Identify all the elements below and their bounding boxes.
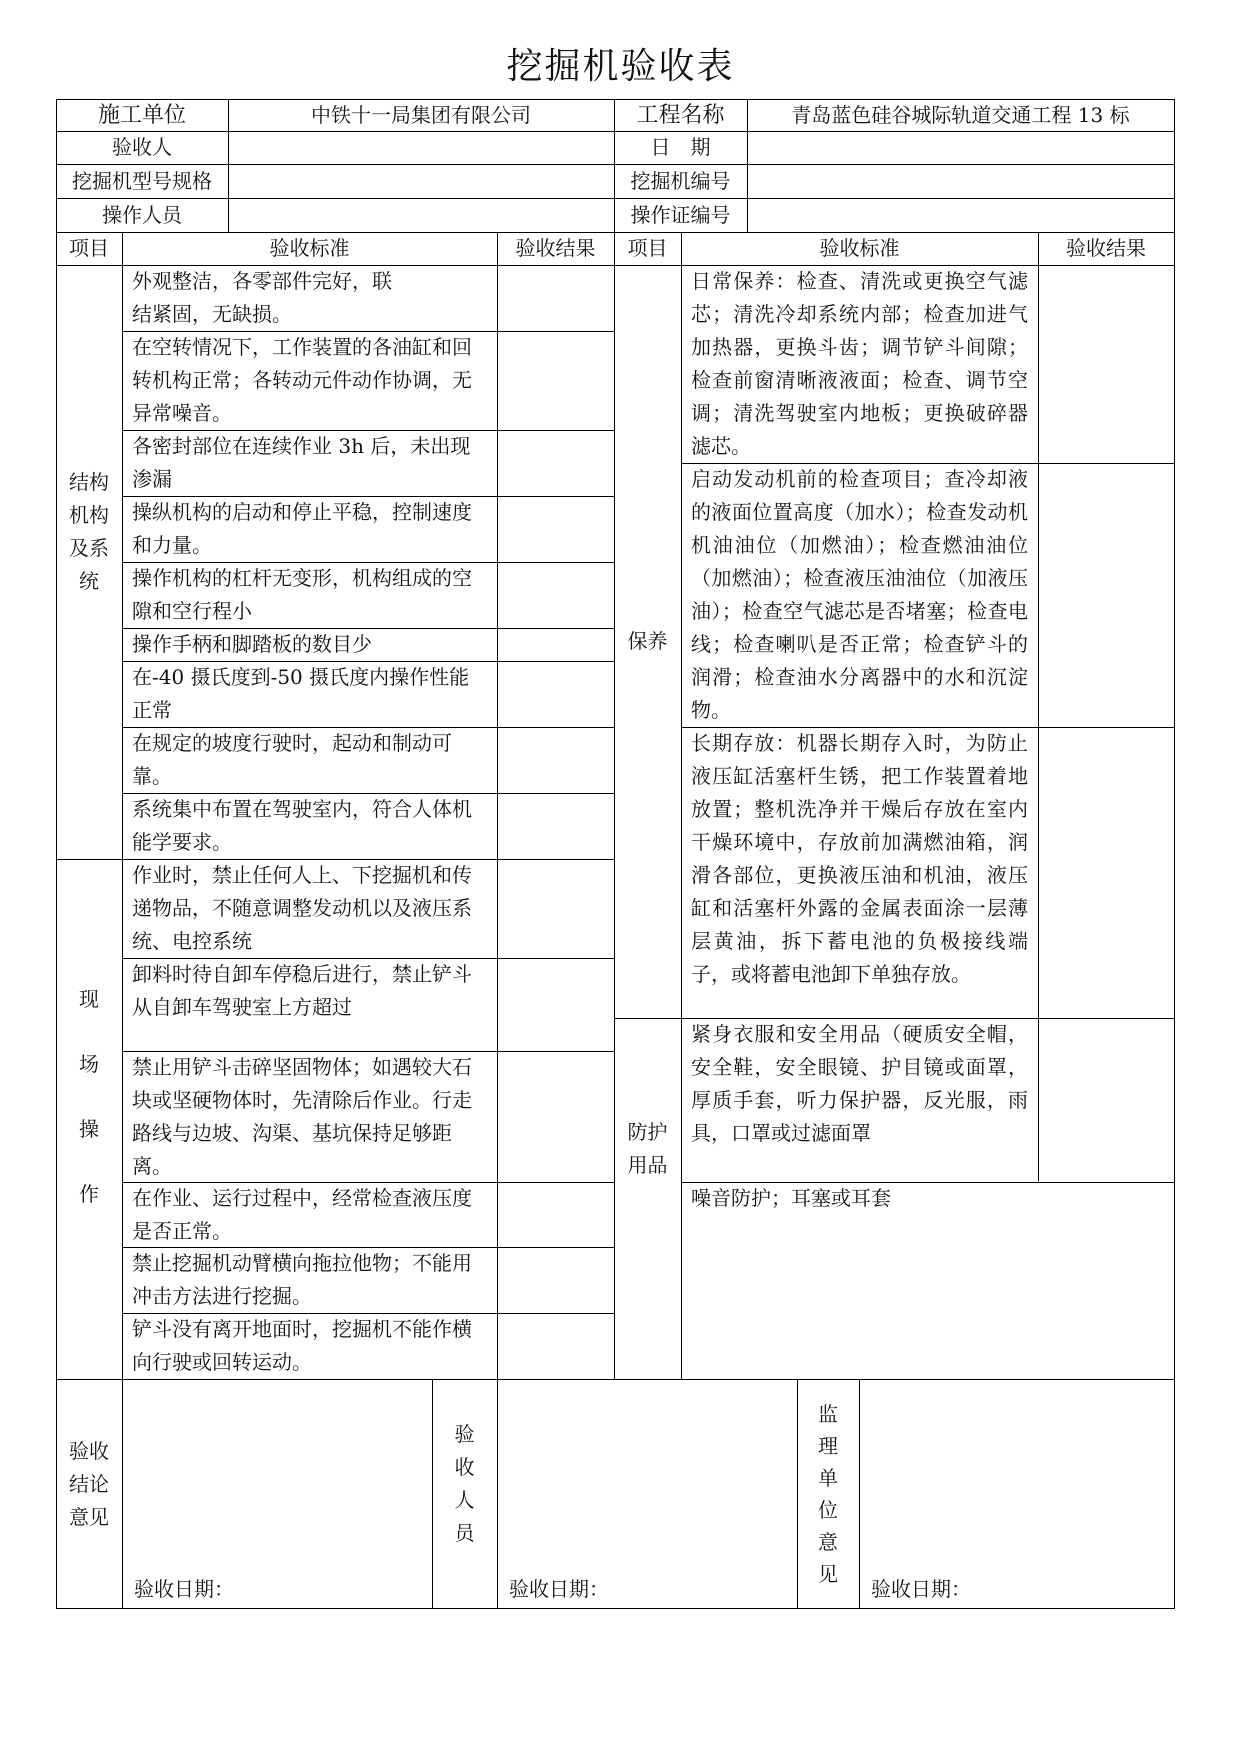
site-label-char: 作	[79, 1181, 99, 1206]
protection-standard-2: 噪音防护；耳塞或耳套	[691, 1186, 891, 1210]
site-result-4[interactable]	[497, 1182, 614, 1247]
site-label-char: 现	[79, 986, 99, 1011]
structure-label-line: 结构	[69, 470, 109, 494]
structure-standard-1: 外观整洁，各零部件完好，联 结紧固，无缺损。	[132, 269, 392, 326]
personnel-label	[432, 1379, 497, 1608]
structure-result-5[interactable]	[497, 562, 614, 628]
page-title: 挖掘机验收表	[506, 46, 735, 87]
section-label-site-operation	[56, 859, 122, 1379]
conclusion-label-line: 验收	[69, 1439, 109, 1463]
site-result-2[interactable]	[497, 958, 614, 1051]
operator-label: 操作人员	[102, 202, 182, 227]
supervisor-label-char: 位	[818, 1497, 838, 1522]
personnel-label-char: 验	[454, 1421, 475, 1446]
supervisor-label-char: 意	[818, 1529, 838, 1554]
site-standard-2: 卸料时待自卸车停稳后进行，禁止铲斗从自卸车驾驶室上方超过	[132, 962, 472, 1019]
site-standard-3: 禁止用铲斗击碎坚固物体；如遇较大石块或坚硬物体时，先清除后作业。行走路线与边坡、沟渠、基坑保持足够距离。	[132, 1055, 472, 1178]
maintenance-standard-1: 日常保养：检查、清洗或更换空气滤芯；清洗冷却系统内部；检查加进气加热器，更换斗齿；调节铲斗间隙；检查前窗清晰液液面；检查、调节空调；清洗驾驶室内地板；更换破碎器滤芯。	[691, 269, 1028, 458]
supervisor-label-char: 监	[818, 1401, 838, 1426]
conclusion-label-line: 结论	[69, 1472, 109, 1496]
structure-standard-8: 在规定的坡度行驶时，起动和制动可靠。	[132, 731, 452, 788]
site-result-6[interactable]	[497, 1313, 614, 1379]
supervisor-label-char: 理	[818, 1433, 838, 1458]
site-standard-5: 禁止挖掘机动臂横向拖拉他物；不能用冲击方法进行挖掘。	[132, 1251, 472, 1308]
section-label-structure	[56, 265, 122, 859]
structure-label-line: 机构	[69, 503, 109, 527]
personnel-label-char: 人	[454, 1487, 475, 1512]
date-field[interactable]	[747, 131, 1174, 164]
personnel-date-label: 验收日期：	[509, 1577, 609, 1601]
structure-label-line: 统	[79, 569, 99, 593]
date-label: 日 期	[650, 135, 711, 159]
maintenance-standard-2: 启动发动机前的检查项目；查冷却液的液面位置高度（加水）；检查发动机机油油位（加燃油）；检查燃油油位（加燃油）；检查液压油油位（加液压油）；检查空气滤芯是否堵塞；检查电线；检查喇叭是否正常；检查铲斗的润滑；检查油水分离器中的水和沉淀物。	[691, 467, 1028, 722]
maintenance-standard-3: 长期存放：机器长期存入时，为防止液压缸活塞杆生锈，把工作装置着地放置；整机洗净并干燥后存放在室内干燥环境中，存放前加满燃油箱，润滑各部位，更换液压油和机油，液压缸和活塞杆外露的金属表面涂一层薄层黄油，拆下蓄电池的负极接线端子，或将蓄电池卸下单独存放。	[691, 731, 1028, 986]
maintenance-result-1[interactable]	[1038, 265, 1174, 463]
site-standard-1: 作业时，禁止任何人上、下挖掘机和传递物品，不随意调整发动机以及液压系统、电控系统	[132, 863, 472, 953]
site-result-3[interactable]	[497, 1051, 614, 1182]
structure-result-7[interactable]	[497, 661, 614, 727]
model-field[interactable]	[228, 164, 614, 198]
personnel-label-char: 员	[454, 1520, 475, 1545]
conclusion-field[interactable]	[122, 1379, 432, 1608]
site-result-1[interactable]	[497, 859, 614, 958]
supervisor-date-label: 验收日期：	[871, 1577, 971, 1601]
model-label: 挖掘机型号规格	[72, 168, 212, 193]
cert-field[interactable]	[747, 198, 1174, 232]
section-label-protection	[614, 1018, 681, 1379]
site-label-char: 场	[79, 1051, 99, 1076]
protection-label-line: 防护	[627, 1119, 668, 1144]
structure-result-4[interactable]	[497, 496, 614, 562]
number-field[interactable]	[747, 164, 1174, 198]
col-standard-right: 验收标准	[819, 236, 900, 260]
cert-label: 操作证编号	[630, 202, 731, 227]
site-label-char: 操	[79, 1116, 99, 1141]
inspector-label: 验收人	[112, 135, 172, 159]
col-item-right: 项目	[627, 236, 668, 260]
supervisor-label-char: 见	[818, 1561, 838, 1586]
maintenance-result-2[interactable]	[1038, 463, 1174, 727]
protection-result-1[interactable]	[1038, 1018, 1174, 1182]
project-value: 青岛蓝色硅谷城际轨道交通工程 13 标	[791, 102, 1130, 127]
structure-result-2[interactable]	[497, 331, 614, 430]
unit-label: 施工单位	[97, 102, 186, 128]
structure-standard-7: 在-40 摄氏度到-50 摄氏度内操作性能正常	[132, 665, 470, 722]
structure-label-line: 及系	[69, 536, 109, 560]
site-standard-6: 铲斗没有离开地面时，挖掘机不能作横向行驶或回转运动。	[132, 1317, 472, 1374]
col-item-left: 项目	[69, 236, 109, 260]
maintenance-result-3[interactable]	[1038, 727, 1174, 1018]
supervisor-field[interactable]	[859, 1379, 1174, 1608]
supervisor-label	[797, 1379, 859, 1608]
structure-result-3[interactable]	[497, 430, 614, 496]
structure-standard-3: 各密封部位在连续作业 3h 后，未出现渗漏	[132, 434, 471, 491]
structure-standard-5: 操作机构的杠杆无变形，机构组成的空隙和空行程小	[132, 566, 472, 623]
col-result-right: 验收结果	[1066, 236, 1146, 260]
personnel-field[interactable]	[497, 1379, 797, 1608]
unit-value: 中铁十一局集团有限公司	[311, 102, 531, 127]
structure-result-6[interactable]	[497, 628, 614, 661]
site-result-5[interactable]	[497, 1247, 614, 1313]
section-label-maintenance: 保养	[627, 629, 668, 653]
supervisor-label-char: 单	[818, 1465, 838, 1490]
project-label: 工程名称	[636, 102, 725, 128]
structure-result-9[interactable]	[497, 793, 614, 859]
personnel-label-char: 收	[454, 1454, 475, 1479]
conclusion-label-line: 意见	[69, 1505, 109, 1529]
structure-result-8[interactable]	[497, 727, 614, 793]
inspector-field[interactable]	[228, 131, 614, 164]
structure-standard-2: 在空转情况下，工作装置的各油缸和回转机构正常；各转动元件动作协调，无异常噪音。	[132, 335, 472, 425]
structure-standard-4: 操纵机构的启动和停止平稳，控制速度和力量。	[132, 500, 472, 557]
col-result-left: 验收结果	[515, 236, 596, 260]
number-label: 挖掘机编号	[630, 168, 731, 193]
site-standard-4: 在作业、运行过程中，经常检查液压度是否正常。	[132, 1186, 472, 1243]
conclusion-date-label: 验收日期：	[134, 1577, 234, 1601]
structure-standard-6: 操作手柄和脚踏板的数目少	[132, 632, 372, 656]
protection-standard-1: 紧身衣服和安全用品（硬质安全帽，安全鞋，安全眼镜、护目镜或面罩，厚质手套，听力保护器，反光服，雨具，口罩或过滤面罩	[691, 1022, 1028, 1145]
protection-label-line: 用品	[627, 1152, 668, 1177]
operator-field[interactable]	[228, 198, 614, 232]
structure-standard-9: 系统集中布置在驾驶室内，符合人体机能学要求。	[132, 797, 472, 854]
col-standard-left: 验收标准	[269, 236, 350, 260]
structure-result-1[interactable]	[497, 265, 614, 331]
conclusion-label	[56, 1379, 122, 1608]
